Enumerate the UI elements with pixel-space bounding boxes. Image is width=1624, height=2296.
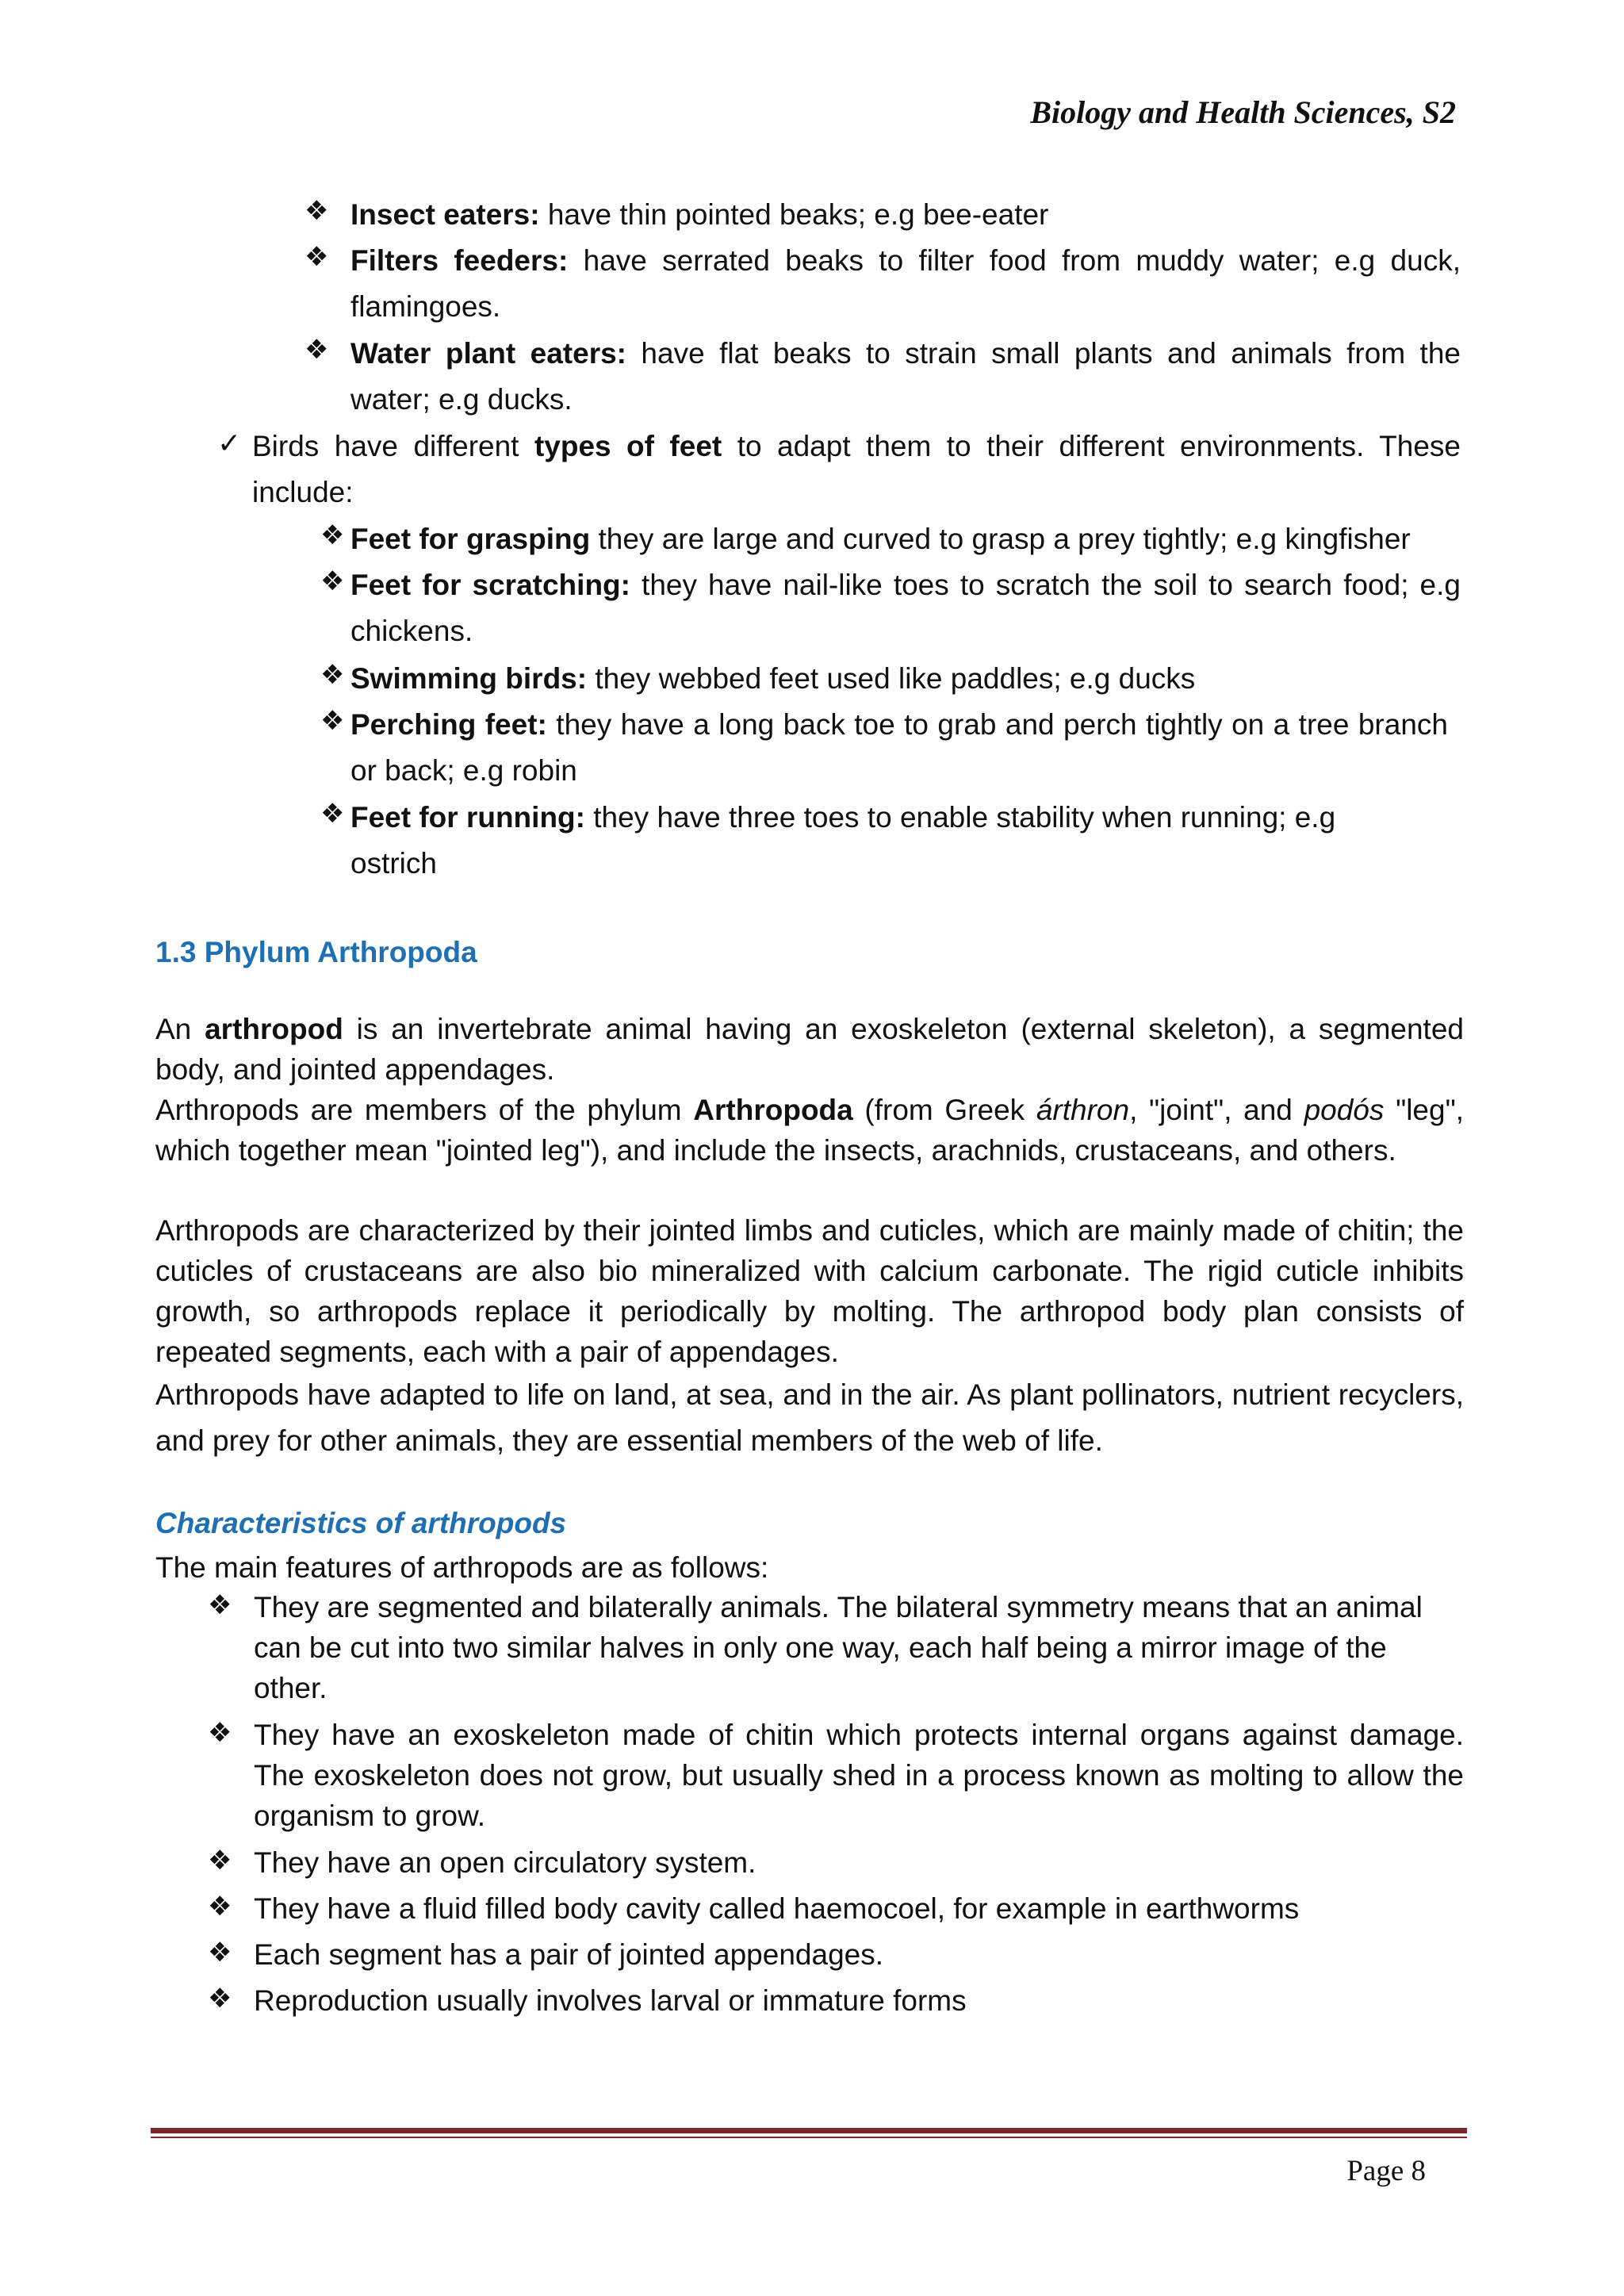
list-item: They have a fluid filled body cavity called haemocoel, for example in earthworms (254, 1892, 1300, 1925)
checkmark-icon: ✓ (217, 427, 242, 459)
paragraph-adaptation: Arthropods have adapted to life on land, at sea, and in the air. As plant pollinators, nutrient recyclers, and prey for other animals, they are essential members of the web of life. (155, 1378, 1464, 1457)
footer-divider-thin (151, 2137, 1467, 2138)
bullet-icon: ❖ (320, 706, 345, 736)
list-item: Filters feeders: have serrated beaks to filter food from muddy water; e.g duck, flamingoes. (350, 244, 1461, 323)
footer-divider (151, 2128, 1467, 2133)
running-header: Biology and Health Sciences, S2 (1030, 94, 1456, 130)
paragraph-arthropod-definition: An arthropod is an invertebrate animal having an exoskeleton (external skeleton), a segmented body, and jointed appendages. (155, 1013, 1464, 1086)
bullet-icon: ❖ (208, 1846, 232, 1876)
paragraph-phylum-etymology: Arthropods are members of the phylum Arthropoda (from Greek árthron, "joint", and podós "leg", which together mean "jointed leg"), and include the insects, arachnids, crustaceans, and others. (155, 1094, 1464, 1167)
bullet-icon: ❖ (320, 566, 345, 596)
bullet-icon: ❖ (208, 1984, 232, 2014)
bullet-icon: ❖ (320, 520, 345, 550)
list-item: Feet for scratching: they have nail-like toes to scratch the soil to search food; e.g chickens. (350, 569, 1461, 647)
bullet-icon: ❖ (304, 242, 329, 272)
paragraph-cuticle: Arthropods are characterized by their jointed limbs and cuticles, which are mainly made of chitin; the cuticles of crustaceans are also bio mineralized with calcium carbonate. The rigid cuticle inhibits growth, so arthropods replace it periodically by molting. The arthropod body plan consists of repeated segments, each with a pair of appendages. (155, 1214, 1464, 1368)
page-number: Page 8 (1346, 2155, 1426, 2187)
bullet-icon: ❖ (208, 1590, 232, 1620)
bullet-icon: ❖ (208, 1718, 232, 1748)
list-item: Each segment has a pair of jointed appendages. (254, 1938, 884, 1971)
subsection-heading: Characteristics of arthropods (155, 1507, 567, 1539)
list-item: Reproduction usually involves larval or immature forms (254, 1984, 967, 2017)
bullet-icon: ❖ (304, 335, 329, 365)
bullet-icon: ❖ (208, 1892, 232, 1922)
list-item: Feet for running: they have three toes to enable stability when running; e.g ostrich (350, 801, 1336, 880)
list-item: Insect eaters: have thin pointed beaks; e.g bee-eater (350, 198, 1049, 231)
bullet-icon: ❖ (304, 196, 329, 226)
list-item: Water plant eaters: have flat beaks to strain small plants and animals from the water; e.g ducks. (350, 337, 1461, 416)
section-heading: 1.3 Phylum Arthropoda (155, 936, 477, 968)
bullet-icon: ❖ (208, 1938, 232, 1968)
characteristics-intro: The main features of arthropods are as follows: (155, 1551, 769, 1584)
list-item: Swimming birds: they webbed feet used like paddles; e.g ducks (350, 662, 1196, 695)
list-item: They have an exoskeleton made of chitin which protects internal organs against damage. The exoskeleton does not grow, but usually shed in a process known as molting to allow the organism to grow. (254, 1719, 1464, 1832)
list-item: They have an open circulatory system. (254, 1846, 756, 1879)
list-item: Feet for grasping they are large and curved to grasp a prey tightly; e.g kingfisher (350, 523, 1411, 555)
list-item: They are segmented and bilaterally animals. The bilateral symmetry means that an animal can be cut into two similar halves in only one way, each half being a mirror image of the other. (254, 1591, 1423, 1704)
list-item: Perching feet: they have a long back toe to grab and perch tightly on a tree branch or back; e.g robin (350, 708, 1448, 787)
bullet-icon: ❖ (320, 799, 345, 829)
feet-intro-paragraph: Birds have different types of feet to adapt them to their different environments. These include: (252, 430, 1461, 508)
bullet-icon: ❖ (320, 660, 345, 690)
